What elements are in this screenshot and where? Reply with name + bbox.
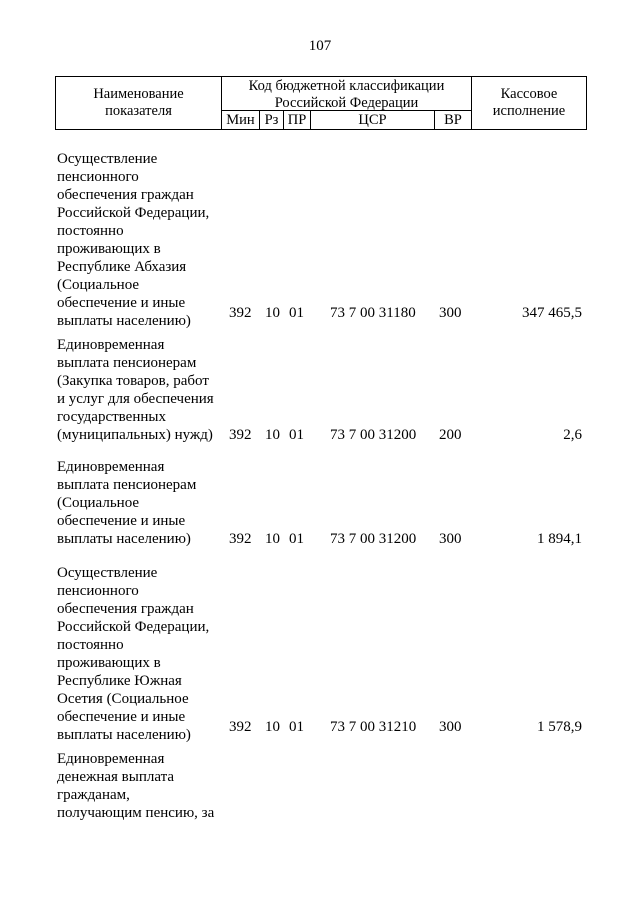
row-min: 392 [229, 719, 252, 735]
header-code: Код бюджетной классификации Российской Федерации [248, 78, 445, 111]
header-vr: ВР [444, 112, 462, 128]
row-name: Единовременная выплата пенсионерам (Социальное обеспечение и иные выплаты населению) [57, 459, 197, 547]
row-pr: 01 [289, 719, 304, 735]
page-number: 107 [308, 38, 332, 54]
row-rz: 10 [265, 305, 280, 321]
header-top-border [55, 76, 586, 77]
row-csr: 73 7 00 31200 [330, 531, 417, 547]
header-csr: ЦСР [358, 112, 387, 128]
row-csr: 73 7 00 31210 [330, 719, 417, 735]
row-rz: 10 [265, 719, 280, 735]
row-name: Единовременная денежная выплата гражданам, получающим пенсию, за [57, 751, 215, 821]
row-name: Осуществление пенсионного обеспечения граждан Российской Федерации, постоянно проживающих в Республике Южная Осетия (Социальное обеспечение и иные выплаты населению) [57, 565, 210, 743]
row-min: 392 [229, 305, 252, 321]
header-bottom-border [55, 129, 586, 130]
row-amount: 2,6 [563, 427, 582, 443]
row-rz: 10 [265, 427, 280, 443]
row-name: Осуществление пенсионного обеспечения граждан Российской Федерации, постоянно проживающих в Республике Абхазия (Социальное обеспечение и иные выплаты населению) [57, 151, 210, 329]
row-pr: 01 [289, 305, 304, 321]
row-rz: 10 [265, 531, 280, 547]
header-rz: Рз [264, 112, 279, 128]
header-amount: Кассовое исполнение [492, 86, 566, 119]
row-amount: 1 578,9 [537, 719, 582, 735]
header-pr: ПР [287, 112, 307, 128]
row-name: Единовременная выплата пенсионерам (Закупка товаров, работ и услуг для обеспечения государственных (муниципальных) нужд) [57, 337, 214, 443]
row-csr: 73 7 00 31200 [330, 427, 417, 443]
header-min: Мин [226, 112, 255, 128]
row-min: 392 [229, 531, 252, 547]
row-vr: 200 [439, 427, 462, 443]
header-border-right [586, 76, 587, 130]
row-amount: 347 465,5 [522, 305, 582, 321]
row-csr: 73 7 00 31180 [330, 305, 416, 321]
row-pr: 01 [289, 531, 304, 547]
row-pr: 01 [289, 427, 304, 443]
header-name: Наименование показателя [93, 86, 184, 119]
row-min: 392 [229, 427, 252, 443]
row-amount: 1 894,1 [537, 531, 582, 547]
row-vr: 300 [439, 305, 462, 321]
row-vr: 300 [439, 719, 462, 735]
row-vr: 300 [439, 531, 462, 547]
